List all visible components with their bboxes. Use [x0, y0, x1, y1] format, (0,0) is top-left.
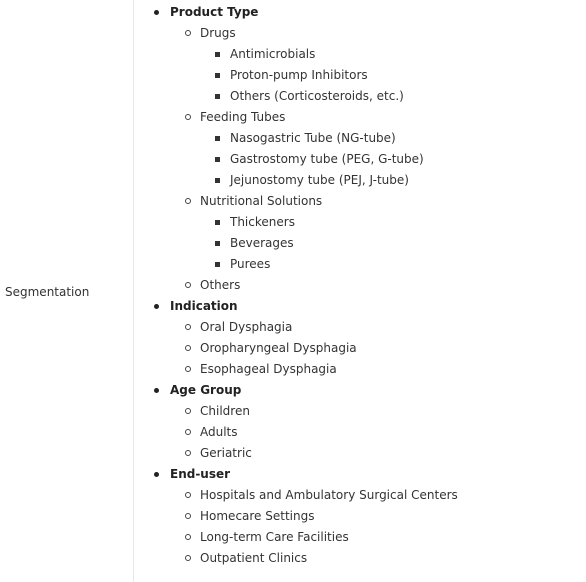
circle-bullet-icon [185, 366, 191, 372]
list-item-text: Product Type [170, 5, 259, 19]
segment-subcategory [134, 401, 586, 422]
list-item-text: Proton-pump Inhibitors [230, 68, 368, 82]
segment-subcategory [134, 338, 586, 359]
segment-subcategory [134, 527, 586, 548]
segment-item [134, 86, 586, 107]
list-item-text: Children [200, 404, 250, 418]
list-item-text: Beverages [230, 236, 294, 250]
circle-bullet-icon [185, 492, 191, 498]
segment-item [134, 65, 586, 86]
segment-category [134, 464, 586, 485]
segment-subcategory [134, 443, 586, 464]
segment-item [134, 170, 586, 191]
circle-bullet-icon [185, 198, 191, 204]
disc-bullet-icon [154, 304, 159, 309]
list-item-text: Antimicrobials [230, 47, 316, 61]
segment-item [134, 149, 586, 170]
list-item-text: End-user [170, 467, 231, 481]
square-bullet-icon [215, 73, 220, 78]
list-item-text: Jejunostomy tube (PEJ, J-tube) [230, 173, 409, 187]
circle-bullet-icon [185, 513, 191, 519]
square-bullet-icon [215, 178, 220, 183]
segment-item [134, 128, 586, 149]
list-item-text: Gastrostomy tube (PEG, G-tube) [230, 152, 424, 166]
segment-subcategory [134, 485, 586, 506]
square-bullet-icon [215, 262, 220, 267]
segment-subcategory [134, 359, 586, 380]
segment-item [134, 44, 586, 65]
segment-item [134, 254, 586, 275]
segment-subcategory [134, 191, 586, 212]
square-bullet-icon [215, 220, 220, 225]
list-item-text: Adults [200, 425, 238, 439]
segment-subcategory [134, 548, 586, 569]
segment-category [134, 296, 586, 317]
segment-item [134, 212, 586, 233]
square-bullet-icon [215, 136, 220, 141]
segment-subcategory [134, 422, 586, 443]
list-item-text: Outpatient Clinics [200, 551, 308, 565]
disc-bullet-icon [154, 388, 159, 393]
circle-bullet-icon [185, 429, 191, 435]
segment-category [134, 380, 586, 401]
list-item-text: Homecare Settings [200, 509, 315, 523]
segment-subcategory [134, 506, 586, 527]
circle-bullet-icon [185, 555, 191, 561]
segmentation-label-cell [0, 0, 133, 582]
list-item-text: Oropharyngeal Dysphagia [200, 341, 357, 355]
circle-bullet-icon [185, 114, 191, 120]
list-item-text: Thickeners [230, 215, 295, 229]
segment-subcategory [134, 275, 586, 296]
list-item-text: Others [200, 278, 241, 292]
circle-bullet-icon [185, 450, 191, 456]
circle-bullet-icon [185, 408, 191, 414]
disc-bullet-icon [154, 10, 159, 15]
list-item-text: Indication [170, 299, 238, 313]
list-item-text: Nutritional Solutions [200, 194, 323, 208]
list-item-text: Geriatric [200, 446, 252, 460]
list-item-text: Purees [230, 257, 271, 271]
segment-subcategory [134, 107, 586, 128]
segment-category [134, 2, 586, 23]
circle-bullet-icon [185, 324, 191, 330]
segment-item [134, 233, 586, 254]
list-item-text: Long-term Care Facilities [200, 530, 349, 544]
list-item-text: Drugs [200, 26, 236, 40]
square-bullet-icon [215, 94, 220, 99]
square-bullet-icon [215, 52, 220, 57]
list-item-text: Hospitals and Ambulatory Surgical Centers [200, 488, 458, 502]
list-item-text: Age Group [170, 383, 242, 397]
segment-subcategory [134, 23, 586, 44]
circle-bullet-icon [185, 282, 191, 288]
list-item-text: Nasogastric Tube (NG-tube) [230, 131, 396, 145]
list-item-text: Others (Corticosteroids, etc.) [230, 89, 404, 103]
square-bullet-icon [215, 157, 220, 162]
segment-subcategory [134, 317, 586, 338]
circle-bullet-icon [185, 345, 191, 351]
list-item-text: Feeding Tubes [200, 110, 286, 124]
list-item-text: Oral Dysphagia [200, 320, 293, 334]
square-bullet-icon [215, 241, 220, 246]
circle-bullet-icon [185, 534, 191, 540]
segmentation-list [134, 2, 586, 569]
circle-bullet-icon [185, 30, 191, 36]
list-item-text: Esophageal Dysphagia [200, 362, 337, 376]
segmentation-list-cell [134, 0, 586, 582]
disc-bullet-icon [154, 472, 159, 477]
segmentation-label: Segmentation [5, 285, 90, 299]
